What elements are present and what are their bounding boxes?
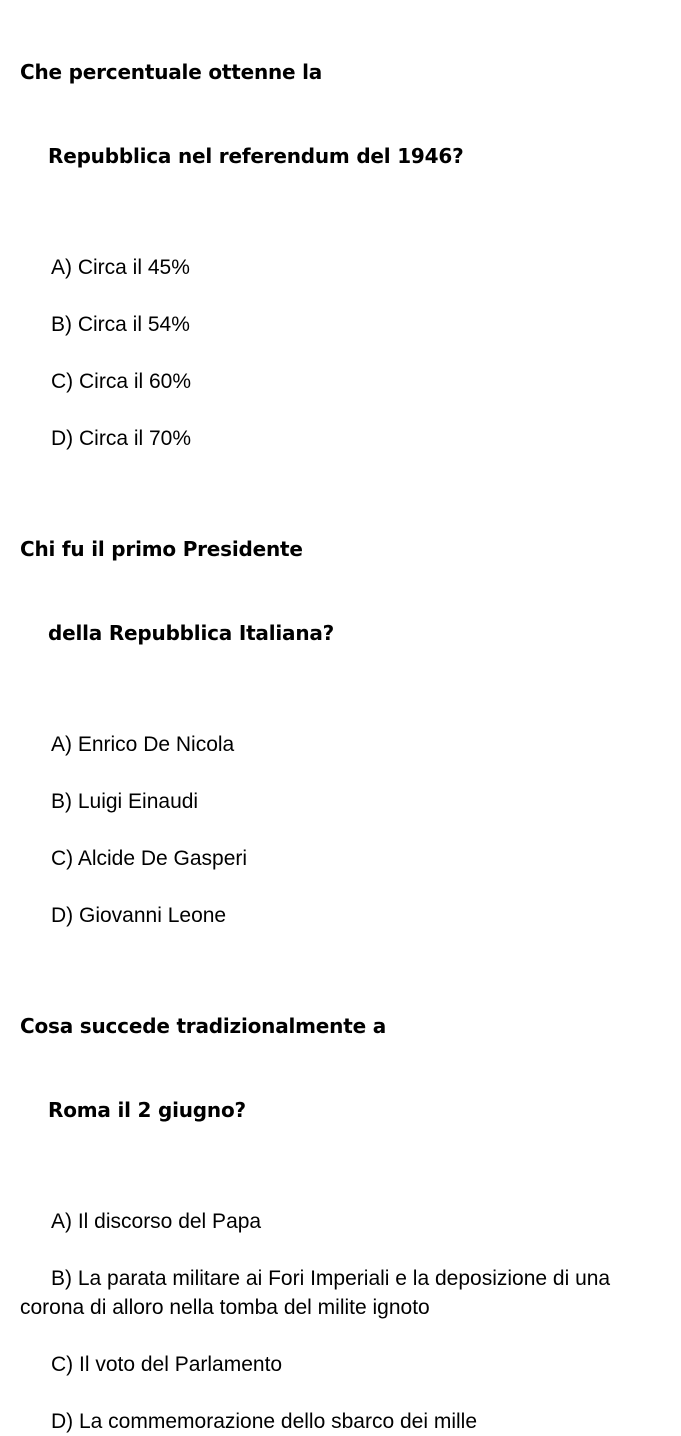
answer-option-b: B) Luigi Einaudi (51, 790, 199, 813)
answer-list (20, 1207, 665, 1436)
question-text (20, 2, 665, 226)
answer-option-b: B) La parata militare ai Fori Imperiali e la deposizione di una corona di alloro nella tomba del milite ignoto (20, 1267, 611, 1319)
answer-option-c: C) Il voto del Parlamento (51, 1353, 283, 1376)
answer-option-d: D) Giovanni Leone (51, 904, 227, 927)
question-text-line-1: Cosa succede tradizionalmente a (20, 1014, 386, 1038)
question-2 (20, 479, 665, 930)
quiz-document (20, 2, 665, 1436)
answer-option-d: D) La commemorazione dello sbarco dei mille (51, 1410, 478, 1433)
answer-list (20, 730, 665, 930)
question-3 (20, 956, 665, 1436)
question-text (20, 479, 665, 703)
answer-option-c: C) Circa il 60% (51, 370, 192, 393)
question-text (20, 956, 665, 1180)
answer-option-c: C) Alcide De Gasperi (51, 847, 248, 870)
question-text-line-2: Repubblica nel referendum del 1946? (48, 144, 464, 168)
answer-option-a: A) Circa il 45% (51, 256, 190, 279)
question-1 (20, 2, 665, 453)
answer-option-a: A) Enrico De Nicola (51, 733, 235, 756)
answer-option-a: A) Il discorso del Papa (51, 1210, 262, 1233)
question-text-line-1: Che percentuale ottenne la (20, 60, 323, 84)
answer-list (20, 253, 665, 453)
question-text-line-2: Roma il 2 giugno? (48, 1098, 246, 1122)
question-text-line-2: della Repubblica Italiana? (48, 621, 335, 645)
question-text-line-1: Chi fu il primo Presidente (20, 537, 303, 561)
answer-option-d: D) Circa il 70% (51, 427, 192, 450)
answer-option-b: B) Circa il 54% (51, 313, 190, 336)
